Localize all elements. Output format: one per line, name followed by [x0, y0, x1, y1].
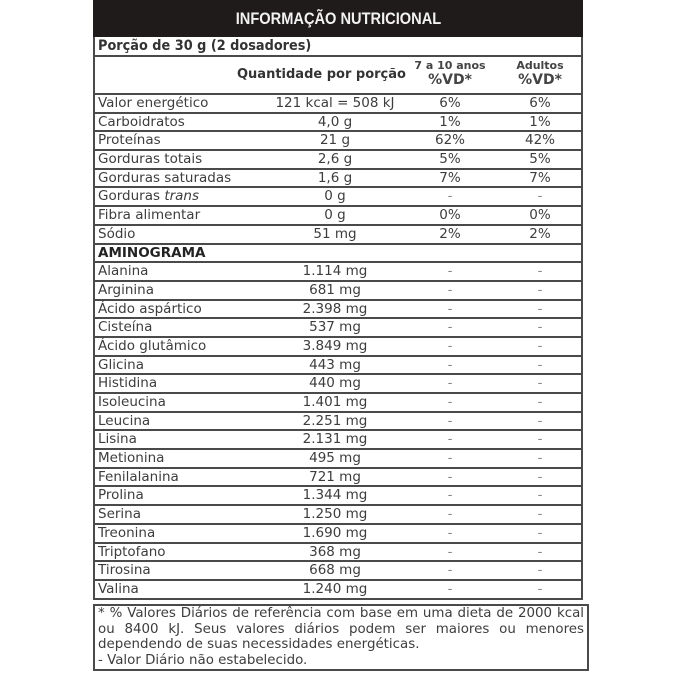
nutrient-amount: 1.401 mg	[302, 394, 368, 410]
table-row	[95, 487, 581, 506]
vd-children-value: -	[447, 281, 453, 298]
vd-children-value: 0%	[439, 207, 461, 224]
children-age-label: 7 a 10 anos	[414, 59, 486, 72]
vd-children-value: 1%	[439, 113, 461, 130]
table-row	[95, 338, 581, 357]
nutrient-amount: 51 mg	[313, 225, 357, 242]
nutrient-amount: 721 mg	[309, 468, 361, 485]
vd-adults-value: 2%	[529, 225, 551, 242]
nutrition-title: INFORMAÇÃO NUTRICIONAL	[235, 8, 441, 28]
portion-size: Porção de 30 g (2 dosadores)	[98, 38, 312, 54]
nutrient-name-text: Histidina	[98, 375, 158, 392]
nutrient-amount: 368 mg	[309, 543, 361, 560]
nutrient-name	[98, 95, 208, 112]
quantity-column-header: Quantidade por porção	[237, 67, 406, 82]
table-row	[95, 282, 581, 301]
table-row	[95, 226, 581, 245]
vd-adults-value: -	[537, 263, 543, 280]
nutrient-name	[98, 151, 202, 168]
vd-adults-value: 6%	[529, 95, 551, 111]
vd-adults-value: -	[537, 506, 543, 523]
nutrient-amount: 1.240 mg	[302, 580, 368, 597]
nutrient-name	[98, 132, 161, 149]
vd-adults-value: -	[537, 319, 543, 336]
vd-children-value: 7%	[439, 169, 461, 186]
nutrient-name-text: Gorduras	[98, 188, 161, 205]
table-row	[95, 151, 581, 170]
vd-children-value: -	[447, 337, 453, 354]
table-row	[95, 450, 581, 469]
table-row	[95, 506, 581, 525]
vd-adults-value: -	[537, 580, 543, 597]
nutrient-amount: 1.114 mg	[302, 263, 368, 280]
table-row	[95, 375, 581, 394]
nutrient-amount: 681 mg	[309, 281, 361, 298]
nutrient-amount: 2.251 mg	[302, 412, 368, 429]
nutrient-name-text: Cisteína	[98, 319, 153, 336]
nutrient-amount: 0 g	[324, 188, 346, 205]
adults-label: Adultos	[516, 59, 564, 72]
nutrient-name-text: Isoleucina	[98, 394, 166, 410]
nutrient-name-text: Sódio	[98, 225, 136, 242]
adults-vd-label: %VD*	[518, 72, 562, 88]
vd-adults-value: 5%	[529, 151, 551, 168]
table-row	[95, 562, 581, 581]
vd-adults-value: -	[537, 431, 543, 448]
nutrient-name-text: Serina	[98, 506, 142, 523]
nutrient-name-text: Gorduras totais	[98, 151, 203, 168]
vd-children-value: -	[447, 188, 453, 205]
vd-adults-value: -	[537, 412, 543, 429]
nutrient-name	[98, 450, 164, 467]
vd-children-value: 2%	[439, 225, 461, 242]
vd-children-value: -	[447, 263, 453, 280]
vd-children-value: -	[447, 394, 453, 410]
nutrient-amount: 495 mg	[309, 450, 361, 467]
table-row	[95, 581, 581, 598]
nutrient-amount: 2,6 g	[317, 151, 353, 168]
vd-children-value: -	[447, 468, 453, 485]
table-row	[95, 170, 581, 189]
table-row	[95, 394, 581, 413]
nutrient-name	[98, 487, 144, 504]
nutrient-name	[98, 544, 166, 561]
vd-adults-value: -	[537, 450, 543, 467]
vd-children-value: 62%	[434, 132, 465, 149]
vd-adults-value: -	[537, 375, 543, 392]
nutrient-name-text: Lisina	[98, 431, 137, 448]
nutrient-name	[98, 207, 200, 224]
nutrient-name	[98, 394, 166, 411]
nutrient-name	[98, 469, 179, 486]
nutrient-name	[98, 357, 144, 374]
nutrient-amount: 1.250 mg	[302, 506, 368, 523]
vd-adults-value: -	[537, 188, 543, 205]
vd-adults-value: -	[537, 468, 543, 485]
portion-size-row	[95, 37, 581, 57]
nutrient-name	[98, 114, 185, 131]
vd-children-value: -	[447, 562, 453, 579]
nutrient-amount: 1,6 g	[317, 169, 353, 186]
nutrient-name	[98, 413, 150, 430]
nutrient-name-text: Ácido glutâmico	[98, 337, 207, 354]
nutrient-name	[98, 506, 141, 523]
vd-adults-value: -	[537, 487, 543, 504]
vd-children-value: 6%	[439, 95, 461, 111]
vd-children-value: -	[447, 319, 453, 336]
vd-adults-value: 0%	[529, 207, 551, 224]
nutrient-name-text: Valor energético	[98, 95, 209, 111]
nutrient-name	[98, 282, 154, 299]
table-row	[95, 469, 581, 488]
nutrient-name	[98, 263, 148, 280]
table-row	[95, 114, 581, 133]
table-row	[95, 301, 581, 320]
nutrient-amount: 1.344 mg	[302, 487, 368, 504]
nutrient-name	[98, 375, 157, 392]
nutrient-name	[98, 581, 139, 598]
nutrient-amount: 537 mg	[309, 319, 361, 336]
nutrient-name	[98, 562, 151, 579]
nutrient-name-text: Metionina	[98, 450, 165, 467]
vd-adults-value: -	[537, 394, 543, 410]
nutrient-amount: 2.131 mg	[302, 431, 368, 448]
vd-adults-value: -	[537, 562, 543, 579]
table-row	[95, 525, 581, 544]
aminogram-title: AMINOGRAMA	[98, 244, 206, 261]
nutrient-name	[98, 319, 152, 336]
vd-children-value: -	[447, 450, 453, 467]
nutrient-name-text: Prolina	[98, 487, 144, 504]
nutrient-amount: 3.849 mg	[302, 337, 368, 354]
children-vd-column-header	[410, 59, 490, 87]
nutrient-name	[98, 525, 155, 542]
table-row	[95, 132, 581, 151]
table-row	[95, 431, 581, 450]
vd-adults-value: -	[537, 300, 543, 317]
vd-children-value: -	[447, 580, 453, 597]
nutrient-name	[98, 226, 135, 243]
vd-children-value: -	[447, 300, 453, 317]
vd-children-value: -	[447, 487, 453, 504]
adults-vd-column-header	[500, 59, 580, 87]
table-row	[95, 188, 581, 207]
nutrient-name-text: Leucina	[98, 412, 151, 429]
nutrient-name	[98, 431, 137, 448]
nutrient-name	[98, 301, 202, 318]
nutrient-amount: 1.690 mg	[302, 524, 368, 541]
vd-children-value: 5%	[439, 151, 461, 168]
nutrient-name	[98, 170, 231, 187]
vd-children-value: -	[447, 431, 453, 448]
vd-adults-value: -	[537, 543, 543, 560]
nutrient-amount: 21 g	[319, 132, 351, 149]
vd-adults-value: -	[537, 337, 543, 354]
nutrient-name-text: Alanina	[98, 263, 149, 280]
nutrient-name-text: Arginina	[98, 281, 155, 298]
vd-adults-value: -	[537, 524, 543, 541]
vd-children-value: -	[447, 506, 453, 523]
vd-adults-value: -	[537, 281, 543, 298]
vd-adults-value: -	[537, 356, 543, 373]
aminogram-section-header	[95, 245, 581, 264]
nutrient-name-italic: trans	[164, 188, 200, 205]
nutrient-amount: 0 g	[324, 207, 346, 224]
nutrient-amount: 443 mg	[309, 356, 361, 373]
nutrient-name-text: Valina	[98, 580, 139, 597]
nutrition-facts-label	[93, 0, 583, 600]
nutrient-name-text: Tirosina	[98, 562, 151, 579]
table-row	[95, 319, 581, 338]
nutrient-amount: 668 mg	[309, 562, 361, 579]
vd-adults-value: 7%	[529, 169, 551, 186]
nutrient-name-text: Ácido aspártico	[98, 300, 202, 317]
nutrient-name-text: Treonina	[98, 524, 156, 541]
nutrition-rows	[95, 95, 581, 598]
footnote-reference-text: * % Valores Diários de referência com base em uma dieta de 2000 kcal ou 8400 kJ. Seus valores diários podem ser maiores ou menores dependendo de suas necessidades energéticas.	[98, 606, 584, 652]
vd-children-value: -	[447, 524, 453, 541]
footnote-box	[93, 604, 589, 671]
vd-adults-value: 42%	[524, 132, 555, 149]
nutrient-name-text: Fibra alimentar	[98, 207, 201, 224]
nutrient-name-text: Triptofano	[98, 543, 166, 560]
vd-adults-value: 1%	[529, 113, 551, 130]
nutrient-name-text: Carboidratos	[98, 113, 185, 130]
table-row	[95, 95, 581, 114]
nutrient-name-text: Fenilalanina	[98, 468, 179, 485]
table-row	[95, 263, 581, 282]
footnote-not-established-text: - Valor Diário não estabelecido.	[98, 652, 308, 668]
nutrient-name-text: Glicina	[98, 356, 144, 373]
vd-children-value: -	[447, 412, 453, 429]
column-header-row	[95, 57, 581, 95]
vd-children-value: -	[447, 375, 453, 392]
nutrient-amount: 121 kcal = 508 kJ	[275, 95, 395, 111]
children-vd-label: %VD*	[428, 72, 472, 88]
table-row	[95, 413, 581, 432]
nutrition-title-bar	[93, 0, 583, 37]
nutrient-name	[98, 188, 199, 205]
nutrient-name-text: Gorduras saturadas	[98, 169, 232, 186]
nutrient-name	[98, 338, 206, 355]
nutrient-amount: 440 mg	[309, 375, 361, 392]
nutrition-table	[93, 37, 583, 600]
table-row	[95, 207, 581, 226]
vd-children-value: -	[447, 356, 453, 373]
nutrient-name-text: Proteínas	[98, 132, 161, 149]
table-row	[95, 357, 581, 376]
nutrient-amount: 2.398 mg	[302, 300, 368, 317]
table-row	[95, 544, 581, 563]
nutrient-amount: 4,0 g	[317, 113, 353, 130]
vd-children-value: -	[447, 543, 453, 560]
